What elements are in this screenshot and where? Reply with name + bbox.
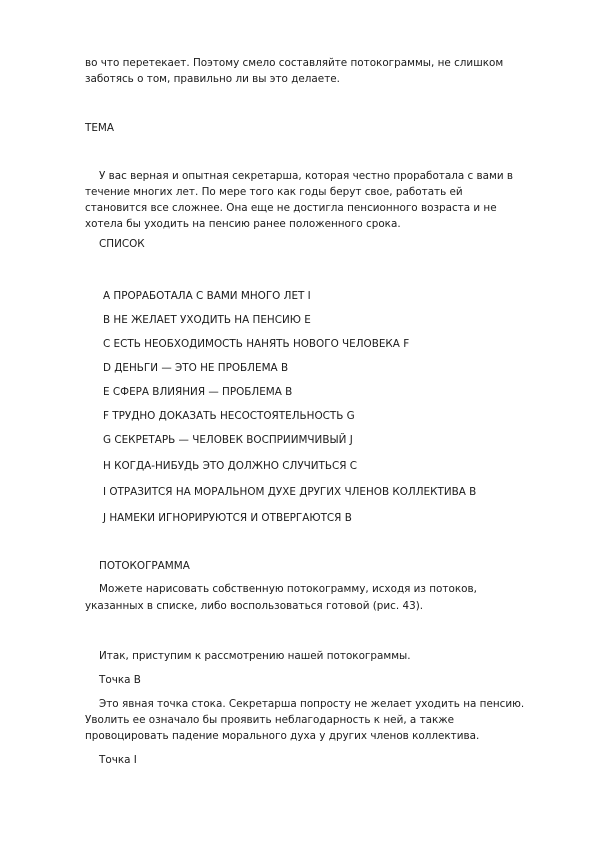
list-item: E СФЕРА ВЛИЯНИЯ — ПРОБЛЕМА B <box>103 386 293 398</box>
list-item: B НЕ ЖЕЛАЕТ УХОДИТЬ НА ПЕНСИЮ E <box>103 314 311 326</box>
intro-line-2: заботясь о том, правильно ли вы это делаете. <box>85 73 340 85</box>
section-heading-list: СПИСОК <box>99 238 145 250</box>
list-item: J НАМЕКИ ИГНОРИРУЮТСЯ И ОТВЕРГАЮТСЯ B <box>103 512 352 524</box>
point-b-text-line-3: провоцировать падение морального духа у других членов коллектива. <box>85 730 480 742</box>
flowchart-text-line-1: Можете нарисовать собственную потокограмму, исходя из потоков, <box>99 583 477 595</box>
intro-line-1: во что перетекает. Поэтому смело составляйте потокограммы, не слишком <box>85 57 504 69</box>
section-heading-theme: ТЕМА <box>85 122 114 134</box>
list-item: A ПРОРАБОТАЛА С ВАМИ МНОГО ЛЕТ I <box>103 290 311 302</box>
list-item: F ТРУДНО ДОКАЗАТЬ НЕСОСТОЯТЕЛЬНОСТЬ G <box>103 410 355 422</box>
theme-text-line-1: У вас верная и опытная секретарша, которая честно проработала с вами в <box>99 170 514 182</box>
point-i-heading: Точка I <box>99 754 137 766</box>
list-item: D ДЕНЬГИ — ЭТО НЕ ПРОБЛЕМА B <box>103 362 289 374</box>
theme-text-line-2: течение многих лет. По мере того как годы берут свое, работать ей <box>85 186 463 198</box>
list-item: H КОГДА-НИБУДЬ ЭТО ДОЛЖНО СЛУЧИТЬСЯ C <box>103 460 358 472</box>
point-b-heading: Точка B <box>99 674 141 686</box>
section-heading-flowchart: ПОТОКОГРАММА <box>99 560 190 572</box>
flowchart-text-line-2: указанных в списке, либо воспользоваться готовой (рис. 43). <box>85 600 424 612</box>
point-b-text-line-1: Это явная точка стока. Секретарша попросту не желает уходить на пенсию. <box>99 698 525 710</box>
theme-text-line-4: хотела бы уходить на пенсию ранее положенного срока. <box>85 218 401 230</box>
list-item: G СЕКРЕТАРЬ — ЧЕЛОВЕК ВОСПРИИМЧИВЫЙ J <box>103 434 353 446</box>
point-b-text-line-2: Уволить ее означало бы проявить неблагодарность к ней, а также <box>85 714 455 726</box>
list-item: C ЕСТЬ НЕОБХОДИМОСТЬ НАНЯТЬ НОВОГО ЧЕЛОВЕКА F <box>103 338 410 350</box>
list-item: I ОТРАЗИТСЯ НА МОРАЛЬНОМ ДУХЕ ДРУГИХ ЧЛЕНОВ КОЛЛЕКТИВА B <box>103 486 477 498</box>
review-text: Итак, приступим к рассмотрению нашей потокограммы. <box>99 650 411 662</box>
theme-text-line-3: становится все сложнее. Она еще не достигла пенсионного возраста и не <box>85 202 497 214</box>
